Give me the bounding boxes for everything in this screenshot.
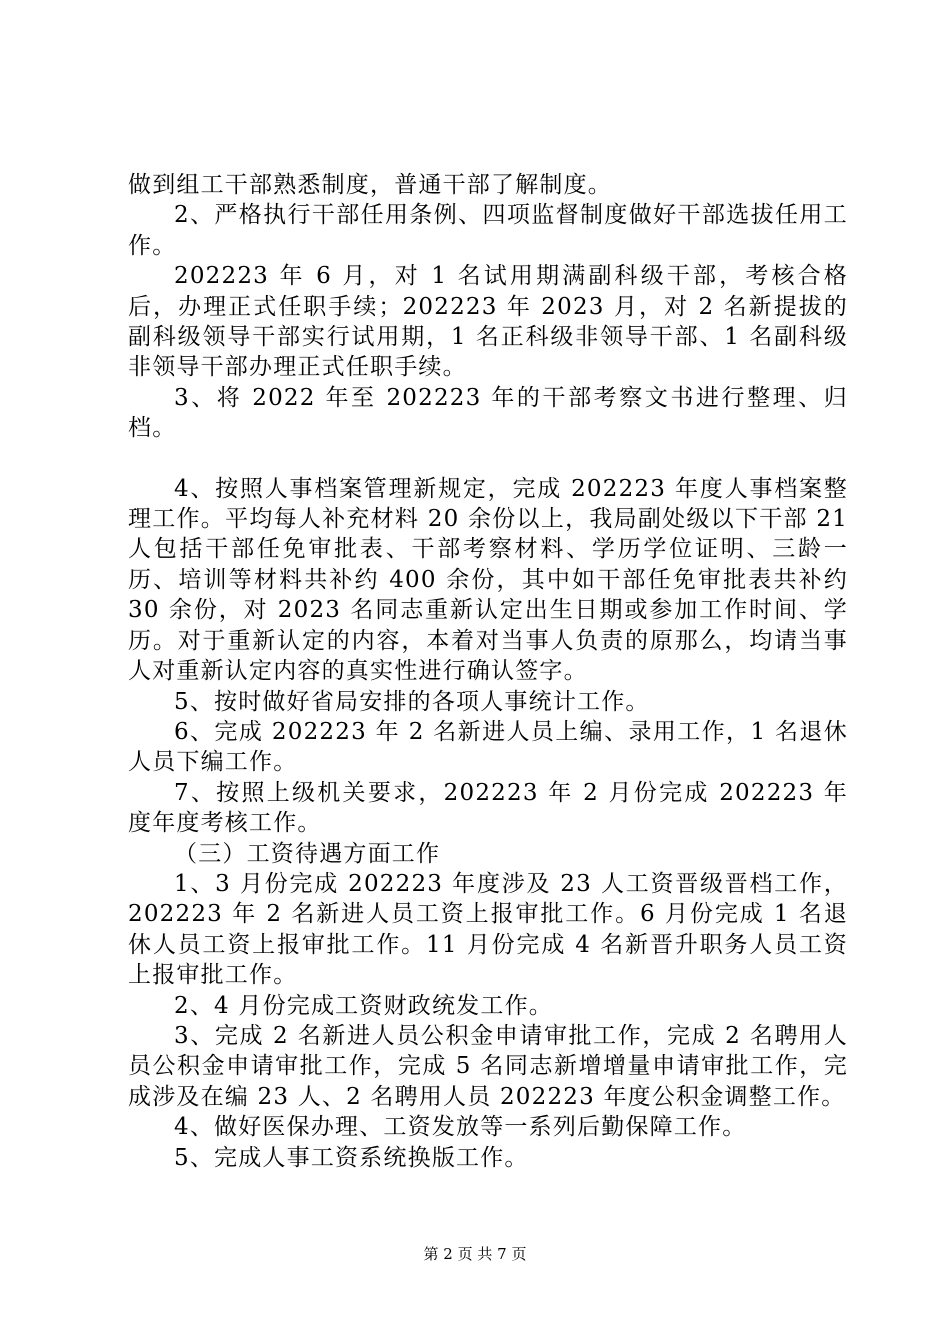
section-heading-salary: （三）工资待遇方面工作 — [174, 840, 441, 867]
paragraph-salary-item-2: 2、4 月份完成工资财政统发工作。 — [174, 992, 553, 1019]
paragraph-salary-item-3: 3、完成 2 名新进人员公积金申请审批工作，完成 2 名聘用人员公积金申请审批工作，完成 5 名同志新增增量申请审批工作，完成涉及在编 23 人、2 名聘用人员 202223 年度公积金调整工作。 — [128, 1022, 848, 1110]
paragraph-item-4: 4、按照人事档案管理新规定，完成 202223 年度人事档案整理工作。平均每人补充材料 20 余份以上，我局副处级以下干部 21 人包括干部任免审批表、干部考察材料、学历学位证明、三龄一历、培训等材料共补约 400 余份，其中如干部任免审批表共补约 30 余份，对 2023 名同志重新认定出生日期或参加工作时间、学历。对于重新认定的内容，本着对当事人负责的原那么，均请当事人对重新认定内容的真实性进行确认签字。 — [128, 475, 848, 685]
paragraph-appointment-details: 202223 年 6 月，对 1 名试用期满副科级干部，考核合格后，办理正式任职手续；202223 年 2023 月，对 2 名新提拔的副科级领导干部实行试用期，1 名正科级非领导干部、1 名副科级非领导干部办理正式任职手续。 — [128, 263, 848, 381]
paragraph-item-7: 7、按照上级机关要求，202223 年 2 月份完成 202223 年度年度考核工作。 — [128, 779, 848, 837]
document-body — [128, 170, 848, 1173]
paragraph-item-5: 5、按时做好省局安排的各项人事统计工作。 — [174, 688, 650, 715]
paragraph-salary-item-1: 1、3 月份完成 202223 年度涉及 23 人工资晋级晋档工作，202223 年 2 名新进人员工资上报审批工作。6 月份完成 1 名退休人员工资上报审批工作。11 月份完成 4 名新晋升职务人员工资上报审批工作。 — [128, 870, 848, 989]
paragraph-salary-item-4: 4、做好医保办理、工资发放等一系列后勤保障工作。 — [174, 1114, 747, 1141]
paragraph-item-6: 6、完成 202223 年 2 名新进人员上编、录用工作，1 名退休人员下编工作。 — [128, 718, 848, 776]
paragraph-salary-item-5: 5、完成人事工资系统换版工作。 — [174, 1144, 529, 1171]
paragraph-continuation: 做到组工干部熟悉制度，普通干部了解制度。 — [128, 172, 612, 198]
page-footer: 第 2 页 共 7 页 — [423, 1245, 527, 1263]
paragraph-gap — [128, 444, 848, 474]
paragraph-item-3: 3、将 2022 年至 202223 年的干部考察文书进行整理、归档。 — [128, 384, 848, 442]
paragraph-item-2: 2、严格执行干部任用条例、四项监督制度做好干部选拔任用工作。 — [128, 202, 848, 259]
